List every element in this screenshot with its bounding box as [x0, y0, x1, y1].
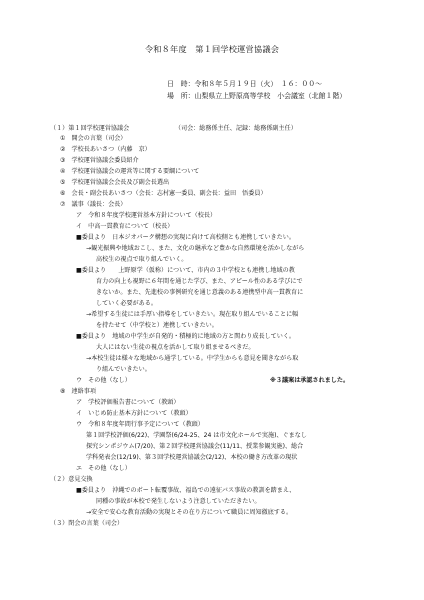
document-title: 令和８年度 第１回学校運営協議会 [144, 44, 280, 54]
minutes-line: →本校生徒は様々な地域から通学している。中学生からも意見を聞きながら取 [86, 355, 299, 362]
minutes-line: 高校生の視点で取り組んでいく。 [96, 256, 188, 263]
minutes-line: を持たせて（中学校と）連携していきたい。 [96, 322, 218, 329]
minutes-line: イ いじめ防止基本方針について（教頭） [76, 410, 192, 417]
minutes-line: 第１回学校評価(6/22)、学園祭(6/24-25、24 は市文化ホールで実施)、ぐまなし [86, 432, 307, 439]
minutes-line: 探究シンポジウム(7/20)、第２回学校運営協議会(11/11、授業参観実施)、総合 [86, 443, 304, 450]
minutes-line: ウ その他（なし） [76, 377, 131, 384]
minutes-line: ⑥ 会長・副会長あいさつ（会長：志村憲一委員、副会長：益田 悟委員） [60, 190, 267, 197]
minutes-line: ② 学校長あいさつ（内藤 京） [60, 146, 151, 153]
minutes-line: イ 中高一貫教育について（校長） [76, 223, 174, 230]
minutes-line: 同種の事故が本校で発生しないよう注意していただきたい。 [96, 498, 261, 505]
minutes-line: ① 開会の言葉（司会） [60, 135, 127, 142]
minutes-line: ③ 学校運営協議会委員紹介 [60, 157, 139, 164]
minutes-line: ■委員より 地域の中学生が自発的・積極的に地域の方と関わり成長していく。 [76, 333, 295, 340]
minutes-line: ア 学校評価報告書について（教頭） [76, 399, 180, 406]
minutes-line: ■委員より 沖縄でのボート転覆事故、福島での遠征バス事故の教訓を踏まえ、 [76, 487, 296, 494]
meeting-place: 場 所：山梨県立上野原高等学校 小会議室（北館１階） [167, 92, 347, 100]
minutes-line: ■委員より 日本ジオパーク構想の実現に向けて高校側とも連携していきたい。 [76, 234, 295, 241]
minutes-line: ア 令和８年度学校運営基本方針について（校長） [76, 212, 217, 219]
minutes-line: 育力の向上も視野に６年間を通じた学び、また、アピール性のある学びにで [96, 278, 303, 285]
minutes-line: エ その他（なし） [76, 465, 131, 472]
minutes-line: 学科発表会(12/19)、第３回学校運営協議会(2/12)、本校の働き方改革の現状 [86, 454, 298, 461]
minutes-line: →安全で安心な教育活動の実現とその在り方について職員に周知徹底する。 [86, 509, 293, 516]
meeting-date: 日 時：令和８年５月１９日（火） １６：００～ [167, 80, 323, 88]
minutes-line: り組んでいきたい。 [96, 366, 151, 373]
minutes-line: （２）意見交換 [50, 476, 93, 483]
minutes-line: ■委員より 上野原学（仮称）について、市内の３中学校とも連携し地域の教 [76, 267, 295, 274]
minutes-line: きないか。また、先進校の事例研究を通じ意義のある連携型中高一貫教育に [96, 289, 304, 296]
minutes-line: ウ 令和８年度年間行事予定について（教頭） [76, 421, 204, 428]
minutes-line: 大人にはない生徒の視点を活かして取り組ませるべきだ。 [96, 344, 255, 351]
minutes-line: （３）閉会の言葉（司会） [50, 520, 124, 527]
minutes-line: ⑦ 議事（議長：会長） [60, 201, 127, 208]
minutes-line: ⑧ 連絡事項 [60, 388, 96, 395]
minutes-line: していく必要がある。 [96, 300, 157, 307]
minutes-line: →観光振興や地域おこし、また、文化の継承など豊かな自然環境を活かしながら [86, 245, 305, 252]
minutes-line: ※３議案は承認されました。 [270, 377, 350, 384]
minutes-line: ⑤ 学校運営協議会会長及び副会長選出 [60, 179, 170, 186]
minutes-line: →希望する生徒には手厚い指導をしていきたい。現在取り組んでいることに幅 [86, 311, 299, 318]
minutes-line: ④ 学校運営協議会の運営等に関する要綱について [60, 168, 200, 175]
minutes-line: （１）第１回学校運営協議会 （司会：総務係主任、記録：総務係副主任） [50, 125, 297, 132]
